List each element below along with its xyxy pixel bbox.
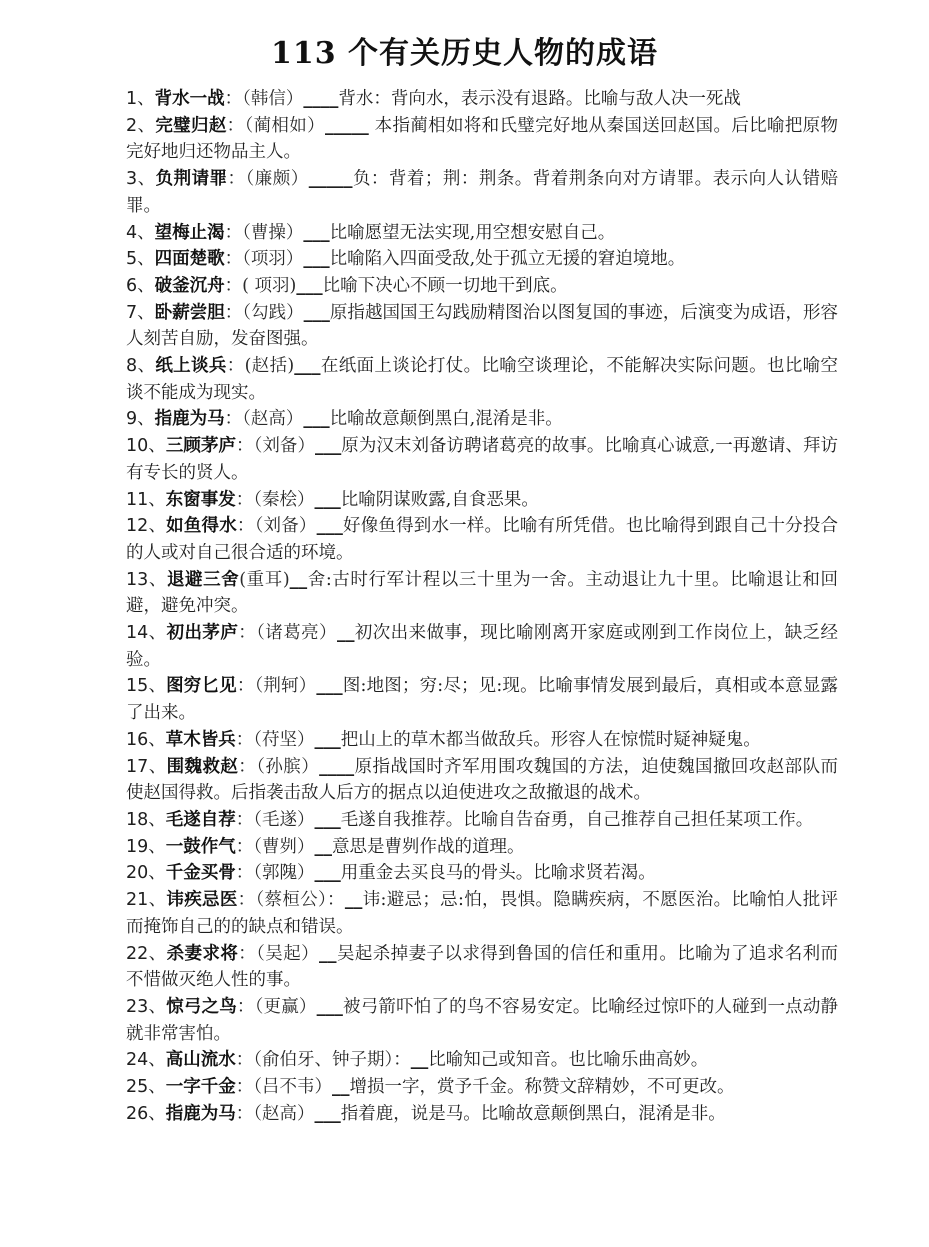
idiom-entry xyxy=(126,673,838,726)
answer-blank: __ xyxy=(344,890,363,911)
idiom-meaning: 背水：背向水，表示没有退路。比喻与敌人决一死战 xyxy=(338,89,741,109)
entry-number: 23、 xyxy=(126,996,167,1017)
historical-figure: ：（韩信） xyxy=(224,89,304,109)
answer-blank: __ xyxy=(410,1050,429,1071)
historical-figure: ：(赵括) xyxy=(226,356,295,377)
answer-blank: ____ xyxy=(319,756,355,777)
answer-blank: __ xyxy=(336,623,355,644)
idiom-meaning: 比喻下决心不顾一切地干到底。 xyxy=(322,275,568,296)
idiom-term: 望梅止渴 xyxy=(154,222,225,243)
historical-figure: ：（刘备） xyxy=(236,436,315,457)
historical-figure: ：（勾践） xyxy=(224,302,304,323)
historical-figure: (重耳) xyxy=(239,569,290,590)
idiom-entry xyxy=(126,273,838,300)
idiom-meaning: 讳:避忌；忌:怕，畏惧。隐瞒疾病，不愿医治。比喻怕人批评而掩饰自己的的缺点和错误。 xyxy=(126,890,839,937)
idiom-meaning: 原指越国国王勾践励精图治以图复国的事迹，后演变为成语，形容人刻苦自励，发奋图强。 xyxy=(126,302,839,350)
entry-number: 17、 xyxy=(126,756,167,777)
entry-number: 12、 xyxy=(126,516,167,537)
entry-number: 3、 xyxy=(126,169,156,190)
idiom-entry xyxy=(126,1047,838,1074)
answer-blank: __ xyxy=(314,836,333,857)
idiom-term: 千金买骨 xyxy=(165,863,236,884)
idiom-term: 一鼓作气 xyxy=(165,836,236,857)
answer-blank: ___ xyxy=(316,516,343,537)
idiom-meaning: 被弓箭吓怕了的鸟不容易安定。比喻经过惊吓的人碰到一点动静就非常害怕。 xyxy=(126,996,839,1044)
answer-blank: ___ xyxy=(314,489,341,510)
idiom-meaning: 比喻知己或知音。也比喻乐曲高妙。 xyxy=(428,1050,709,1071)
idiom-term: 纸上谈兵 xyxy=(155,356,227,377)
idiom-meaning: 用重金去买良马的骨头。比喻求贤若渴。 xyxy=(340,863,656,884)
historical-figure: ：（郭隗） xyxy=(235,863,315,884)
idiom-entry xyxy=(126,941,838,994)
answer-blank: ___ xyxy=(294,356,321,377)
answer-blank: ___ xyxy=(314,729,341,750)
idiom-meaning: 在纸面上谈论打仗。比喻空谈理论，不能解决实际问题。也比喻空谈不能成为现实。 xyxy=(126,356,839,403)
entry-number: 9、 xyxy=(126,409,155,430)
answer-blank: _____ xyxy=(324,115,369,136)
idiom-term: 初出茅庐 xyxy=(166,623,239,644)
entry-number: 25、 xyxy=(126,1077,166,1098)
idiom-entry xyxy=(126,513,838,566)
idiom-term: 东窗事发 xyxy=(165,489,236,510)
entry-number: 14、 xyxy=(126,623,167,644)
idiom-entry xyxy=(126,860,838,887)
entry-number: 8、 xyxy=(126,356,156,377)
idiom-term: 负荆请罪 xyxy=(155,169,228,190)
entry-number: 22、 xyxy=(126,943,167,964)
idiom-entry xyxy=(126,1074,838,1101)
idiom-term: 如鱼得水 xyxy=(166,516,237,537)
idiom-meaning: 增损一字，赏予千金。称赞文辞精妙，不可更改。 xyxy=(349,1077,735,1098)
answer-blank: ___ xyxy=(314,863,341,884)
idiom-entry xyxy=(126,807,838,834)
historical-figure: ：（曹操） xyxy=(224,222,304,243)
historical-figure: ：（蔡桓公）： xyxy=(237,890,345,911)
idiom-meaning: 原为汉末刘备访聘诸葛亮的故事。比喻真心诚意,一再邀请、拜访有专长的贤人。 xyxy=(126,436,839,483)
historical-figure: ：（项羽） xyxy=(224,249,304,270)
idiom-meaning: 把山上的草木都当做敌兵。形容人在惊慌时疑神疑鬼。 xyxy=(340,729,761,750)
idiom-term: 图穷匕见 xyxy=(166,676,237,697)
answer-blank: ___ xyxy=(303,249,330,270)
historical-figure: ：（荆轲） xyxy=(236,676,317,697)
idiom-entry xyxy=(126,1101,838,1128)
idiom-term: 卧薪尝胆 xyxy=(154,302,225,323)
idiom-meaning: 好像鱼得到水一样。比喻有所凭借。也比喻得到跟自己十分投合的人或对自己很合适的环境。 xyxy=(126,516,839,563)
idiom-meaning: 本指蔺相如将和氏璧完好地从秦国送回赵国。后比喻把原物完好地归还物品主人。 xyxy=(126,115,839,163)
idiom-term: 三顾茅庐 xyxy=(165,436,237,457)
historical-figure: ：（更赢） xyxy=(236,996,317,1017)
idiom-term: 围魏救赵 xyxy=(166,756,239,777)
idiom-term: 指鹿为马 xyxy=(165,1103,236,1124)
idiom-term: 高山流水 xyxy=(165,1050,236,1071)
answer-blank: __ xyxy=(319,943,337,964)
idiom-meaning: 舍:古时行军计程以三十里为一舍。主动退让九十里。比喻退让和回避，避免冲突。 xyxy=(126,569,838,617)
historical-figure: ：（秦桧） xyxy=(235,489,315,510)
idiom-term: 四面楚歌 xyxy=(154,249,225,270)
idiom-term: 草木皆兵 xyxy=(165,729,236,750)
idiom-meaning: 图:地图；穷:尽；见:现。比喻事情发展到最后，真相或本意显露了出来。 xyxy=(126,676,839,724)
entry-number: 6、 xyxy=(126,275,155,296)
idiom-term: 完璧归赵 xyxy=(155,115,227,136)
idiom-term: 破釜沉舟 xyxy=(154,275,225,296)
historical-figure: ：（赵高） xyxy=(224,409,304,430)
idiom-entry xyxy=(126,887,838,940)
historical-figure: ：（俞伯牙、钟子期）： xyxy=(235,1050,411,1071)
idiom-meaning: 初次出来做事，现比喻刚离开家庭或刚到工作岗位上，缺乏经验。 xyxy=(126,623,839,670)
historical-figure: ：（廉颇） xyxy=(227,169,309,190)
historical-figure: ：（刘备） xyxy=(236,516,317,537)
idiom-term: 惊弓之鸟 xyxy=(166,996,237,1017)
idiom-meaning: 毛遂自我推荐。比喻自告奋勇，自己推荐自己担任某项工作。 xyxy=(340,809,814,830)
historical-figure: ：（孙膑） xyxy=(238,756,320,777)
historical-figure: ：（吴起） xyxy=(238,943,320,964)
answer-blank: ___ xyxy=(303,222,330,243)
entry-number: 26、 xyxy=(126,1103,166,1124)
idiom-entry xyxy=(126,994,838,1047)
idiom-list xyxy=(126,86,838,1127)
answer-blank: _____ xyxy=(308,169,353,190)
historical-figure: ：（毛遂） xyxy=(235,809,315,830)
idiom-entry xyxy=(126,86,838,113)
entry-number: 4、 xyxy=(126,222,155,243)
idiom-term: 背水一战 xyxy=(154,89,225,109)
idiom-term: 杀妻求将 xyxy=(166,943,239,964)
idiom-entry xyxy=(126,620,838,673)
idiom-entry xyxy=(126,433,838,486)
idiom-entry xyxy=(126,406,838,433)
entry-number: 5、 xyxy=(126,249,155,270)
historical-figure: ：（曹刿） xyxy=(235,836,315,857)
idiom-entry xyxy=(126,166,838,219)
idiom-term: 指鹿为马 xyxy=(154,409,225,430)
idiom-meaning: 比喻阴谋败露,自食恶果。 xyxy=(340,489,539,510)
historical-figure: ：（蔺相如） xyxy=(226,115,325,136)
entry-number: 7、 xyxy=(126,302,155,323)
answer-blank: ___ xyxy=(296,275,323,296)
answer-blank: ___ xyxy=(303,409,330,430)
answer-blank: __ xyxy=(289,569,308,590)
entry-number: 11、 xyxy=(126,489,166,510)
idiom-entry xyxy=(126,300,838,353)
idiom-term: 毛遂自荐 xyxy=(165,809,236,830)
idiom-entry xyxy=(126,487,838,514)
answer-blank: ___ xyxy=(314,809,341,830)
historical-figure: ：( 项羽) xyxy=(224,275,297,296)
idiom-term: 退避三舍 xyxy=(166,569,240,590)
entry-number: 15、 xyxy=(126,676,167,697)
entry-number: 2、 xyxy=(126,115,156,136)
idiom-meaning: 比喻陷入四面受敌,处于孤立无援的窘迫境地。 xyxy=(329,249,686,270)
entry-number: 18、 xyxy=(126,809,166,830)
idiom-term: 一字千金 xyxy=(165,1077,236,1098)
answer-blank: ____ xyxy=(303,89,339,109)
idiom-meaning: 原指战国时齐军用围攻魏国的方法，迫使魏国撤回攻赵部队而使赵国得救。后指袭击敌人后方的据点以迫使进攻之敌撤退的战术。 xyxy=(126,756,839,804)
idiom-meaning: 吴起杀掉妻子以求得到鲁国的信任和重用。比喻为了追求名利而不惜做灭绝人性的事。 xyxy=(126,943,839,991)
idiom-meaning: 指着鹿，说是马。比喻故意颠倒黑白，混淆是非。 xyxy=(340,1103,726,1124)
historical-figure: ：（吕不韦） xyxy=(235,1077,333,1098)
idiom-entry xyxy=(126,567,838,620)
historical-figure: ：（赵高） xyxy=(235,1103,315,1124)
entry-number: 24、 xyxy=(126,1050,166,1071)
answer-blank: ___ xyxy=(315,436,342,457)
idiom-entry xyxy=(126,113,838,166)
idiom-meaning: 负：背着；荆：荆条。背着荆条向对方请罪。表示向人认错赔罪。 xyxy=(126,169,839,216)
entry-number: 19、 xyxy=(126,836,166,857)
historical-figure: ：（诸葛亮） xyxy=(238,623,337,644)
entry-number: 13、 xyxy=(126,569,167,590)
answer-blank: ___ xyxy=(316,996,343,1017)
idiom-entry xyxy=(126,727,838,754)
idiom-term: 讳疾忌医 xyxy=(166,890,238,911)
idiom-entry xyxy=(126,754,838,807)
idiom-entry xyxy=(126,246,838,273)
idiom-meaning: 比喻愿望无法实现,用空想安慰自己。 xyxy=(329,222,616,243)
answer-blank: __ xyxy=(332,1077,350,1098)
entry-number: 20、 xyxy=(126,863,166,884)
idiom-entry xyxy=(126,834,838,861)
idiom-entry xyxy=(126,353,838,406)
entry-number: 1、 xyxy=(126,89,155,109)
historical-figure: ：（苻坚） xyxy=(235,729,315,750)
page-title: 113 个有关历史人物的成语 xyxy=(270,36,659,71)
answer-blank: ___ xyxy=(314,1103,341,1124)
idiom-meaning: 意思是曹刿作战的道理。 xyxy=(332,836,525,857)
idiom-entry xyxy=(126,220,838,247)
answer-blank: ___ xyxy=(316,676,343,697)
entry-number: 10、 xyxy=(126,436,166,457)
entry-number: 16、 xyxy=(126,729,166,750)
answer-blank: ___ xyxy=(303,302,330,323)
idiom-meaning: 比喻故意颠倒黑白,混淆是非。 xyxy=(329,409,563,430)
entry-number: 21、 xyxy=(126,890,167,911)
